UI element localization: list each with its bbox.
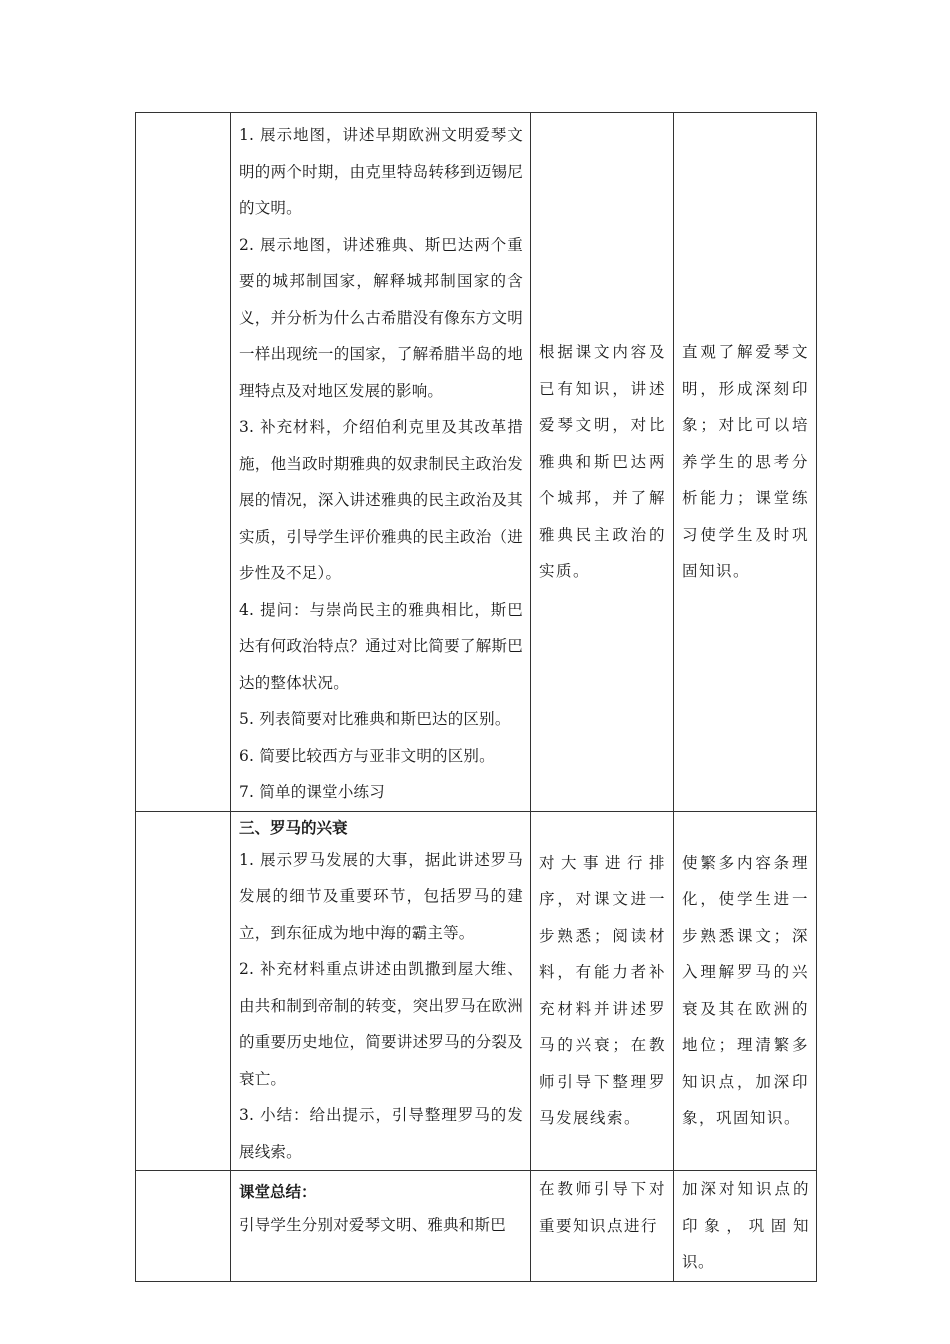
design-intent-cell [674,113,817,812]
table-row [136,113,817,812]
activity-item: 3. 小结：给出提示，引导整理罗马的发展线索。 [239,1106,523,1161]
activity-item: 7. 简单的课堂小练习 [239,783,385,801]
design-intent-cell [674,811,817,1171]
student-activity-text: 根据课文内容及已有知识，讲述爱琴文明，对比雅典和斯巴达两个城邦，并了解雅典民主政治的实质。 [539,343,666,580]
teacher-activity-cell [231,811,531,1171]
lesson-plan-table [135,112,817,1282]
activity-item: 4. 提问：与崇尚民主的雅典相比，斯巴达有何政治特点？通过对比简要了解斯巴达的整体状况。 [239,600,523,692]
stage-cell [136,1171,231,1282]
stage-cell [136,811,231,1171]
stage-cell [136,113,231,812]
section-heading: 三、罗马的兴衰 [239,818,348,837]
design-intent-text: 使繁多内容条理化，使学生进一步熟悉课文；深入理解罗马的兴衰及其在欧洲的地位；理清繁多知识点，加深印象，巩固知识。 [682,853,809,1128]
student-activity-text: 在教师引导下对重要知识点进行 [539,1180,666,1235]
teacher-activity-cell [231,1171,531,1282]
design-intent-cell [674,1171,817,1282]
student-activity-text: 对大事进行排序，对课文进一步熟悉；阅读材料，有能力者补充材料并讲述罗马的兴衰；在教师引导下整理罗马发展线索。 [539,853,666,1128]
section-heading: 课堂总结： [239,1183,317,1201]
teacher-activity-cell [231,113,531,812]
activity-item: 1. 展示地图，讲述早期欧洲文明爱琴文明的两个时期，由克里特岛转移到迈锡尼的文明。 [239,126,523,217]
activity-item: 引导学生分别对爱琴文明、雅典和斯巴 [239,1216,506,1234]
student-activity-cell [531,1171,674,1282]
design-intent-text: 直观了解爱琴文明，形成深刻印象；对比可以培养学生的思考分析能力；课堂练习使学生及时巩固知识。 [682,343,809,580]
table-row [136,811,817,1171]
activity-item: 3. 补充材料，介绍伯利克里及其改革措施，他当政时期雅典的奴隶制民主政治发展的情况，深入讲述雅典的民主政治及其实质，引导学生评价雅典的民主政治（进步性及不足）。 [239,418,523,582]
activity-item: 5. 列表简要对比雅典和斯巴达的区别。 [239,710,511,728]
student-activity-cell [531,811,674,1171]
table-row [136,1171,817,1282]
design-intent-text: 加深对知识点的印象，巩固知识。 [682,1180,809,1271]
activity-item: 6. 简要比较西方与亚非文明的区别。 [239,746,495,765]
activity-item: 2. 展示地图，讲述雅典、斯巴达两个重要的城邦制国家，解释城邦制国家的含义，并分析为什么古希腊没有像东方文明一样出现统一的国家，了解希腊半岛的地理特点及对地区发展的影响。 [239,235,523,400]
activity-item: 2. 补充材料重点讲述由凯撒到屋大维、由共和制到帝制的转变，突出罗马在欧洲的重要历史地位，简要讲述罗马的分裂及衰亡。 [239,960,523,1088]
activity-item: 1. 展示罗马发展的大事，据此讲述罗马发展的细节及重要环节，包括罗马的建立，到东征成为地中海的霸主等。 [239,850,523,942]
student-activity-cell [531,113,674,812]
